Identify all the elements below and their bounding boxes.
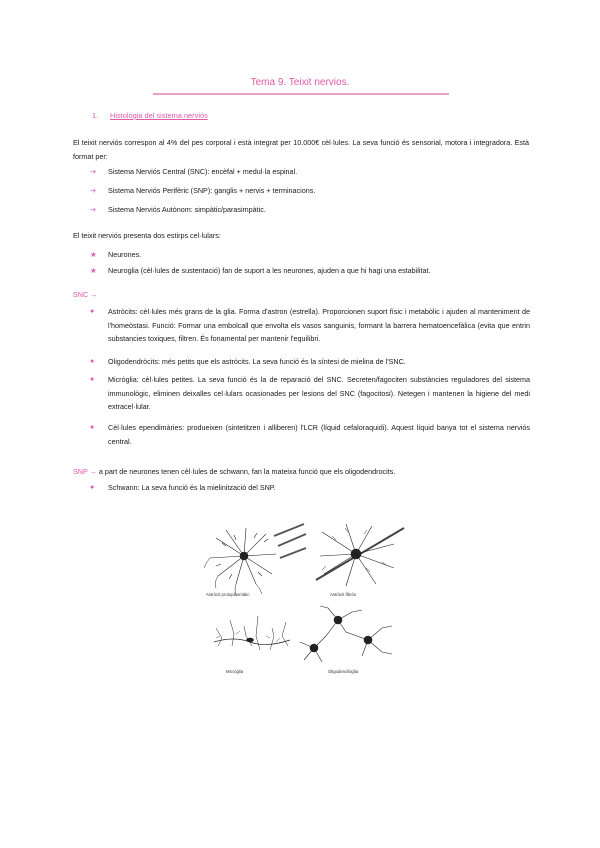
dot-bullet-icon: ● xyxy=(90,358,95,365)
system-text: Sistema Nerviós Autònom: simpàtic/parasimpàtic. xyxy=(108,205,266,214)
snp-item-text: Schwann: La seva funció és la mielinització del SNP. xyxy=(108,483,276,492)
glial-cells-illustration xyxy=(196,518,408,682)
snc-label: SNC → xyxy=(73,290,98,299)
system-text: Sistema Nerviós Perifèric (SNP): ganglis + nervis + terminacions. xyxy=(108,186,316,195)
list-item xyxy=(90,355,530,369)
system-text: Sistema Nerviós Central (SNC): encèfal + medul·la espinal. xyxy=(108,167,298,176)
protoplasmic-astrocyte-drawing xyxy=(204,524,306,594)
title-underline xyxy=(153,93,449,95)
list-item xyxy=(90,203,266,217)
snc-item-text: Astròcits: cèl·lules més grans de la glia. Forma d'astron (estrella). Proporcionen suport físic i metabòlic i ajuden al manteniment de l'homeòstasi. Funció: Formar una embolcall que envolta els vasos sanguinis, formant la barrera hematoencefàlica (evita que entrin substancies toxiques, filtren. És fonamental per mantenir l'equilibri. xyxy=(108,307,530,343)
dot-bullet-icon: ● xyxy=(90,376,95,383)
dot-bullet-icon: ● xyxy=(90,424,95,431)
list-item xyxy=(90,248,142,262)
lineage-text: Neuroglia (cèl·lules de sustentació) fan de suport a les neurones, ajuden a que hi hagi una estabilitat. xyxy=(108,266,431,275)
snp-label: SNP → xyxy=(73,467,97,476)
lineages-intro: El teixit nerviós presenta dos estirps cel·lulars: xyxy=(73,231,221,240)
star-bullet-icon: ★ xyxy=(90,250,97,259)
snc-item-text: Cèl·lules ependimàries: produeixen (sintetitzen i alliberen) l'LCR (líquid cefaloraquidi). Aquest líquid banya tot el sistema nerviós central. xyxy=(108,423,530,446)
document-title: Tema 9. Teixit nervios. xyxy=(250,77,350,88)
list-item xyxy=(90,373,530,414)
snp-paragraph xyxy=(73,465,395,479)
list-item xyxy=(90,421,530,448)
lineage-text: Neurones. xyxy=(108,250,142,259)
intro-paragraph: El teixit nerviós correspon al 4% del pes corporal i està integrat per 10.000€ cèl·lules. La seva funció és sensorial, motora i integradora. Està format per: xyxy=(73,138,529,161)
snc-item-text: Oligodendròcits: més petits que els astròcits. La seva funció és la síntesi de mielina de l'SNC. xyxy=(108,357,406,366)
figure-label-microglia: Micròglia xyxy=(226,669,244,674)
figure-label-protoplasmic: Astròcit protoplasmàtic xyxy=(206,592,250,597)
dot-bullet-icon: ● xyxy=(90,308,95,315)
list-item xyxy=(90,264,431,278)
list-item xyxy=(90,165,298,179)
snp-text: a part de neurones tenen cèl·lules de schwann, fan la mateixa funció que els oligodendrocits. xyxy=(98,467,396,476)
arrow-bullet-icon: ➔ xyxy=(90,186,97,195)
star-bullet-icon: ★ xyxy=(90,266,97,275)
arrow-bullet-icon: ➔ xyxy=(90,205,97,214)
list-item xyxy=(90,481,276,495)
list-item xyxy=(90,184,316,198)
oligodendroglia-drawing xyxy=(300,606,392,662)
dot-bullet-icon: ● xyxy=(90,484,95,491)
glial-cells-figure xyxy=(196,518,408,682)
fibrous-astrocyte-drawing xyxy=(316,524,404,586)
section-heading xyxy=(92,111,208,120)
arrow-bullet-icon: ➔ xyxy=(90,167,97,176)
snc-item-text: Micròglia: cèl·lules petites. La seva funció és la de reparació del SNC. Secreten/fagociten substàncies reguladores del sistema immunològic, eliminen deixalles cel·lulars ocasionades per lesions del SNC (fagocitosi). Netegen i mantenen la higiene del medi extracel·lular. xyxy=(108,375,530,411)
figure-label-oligodendroglia: Oligodendròglia xyxy=(328,669,359,674)
list-item xyxy=(90,305,530,346)
microglia-drawing xyxy=(214,616,290,650)
figure-label-fibrous: Astròcit fibròs xyxy=(330,592,357,597)
section-number: 1. xyxy=(92,111,99,120)
section-title: Histologia del sistema nerviós xyxy=(110,111,208,120)
